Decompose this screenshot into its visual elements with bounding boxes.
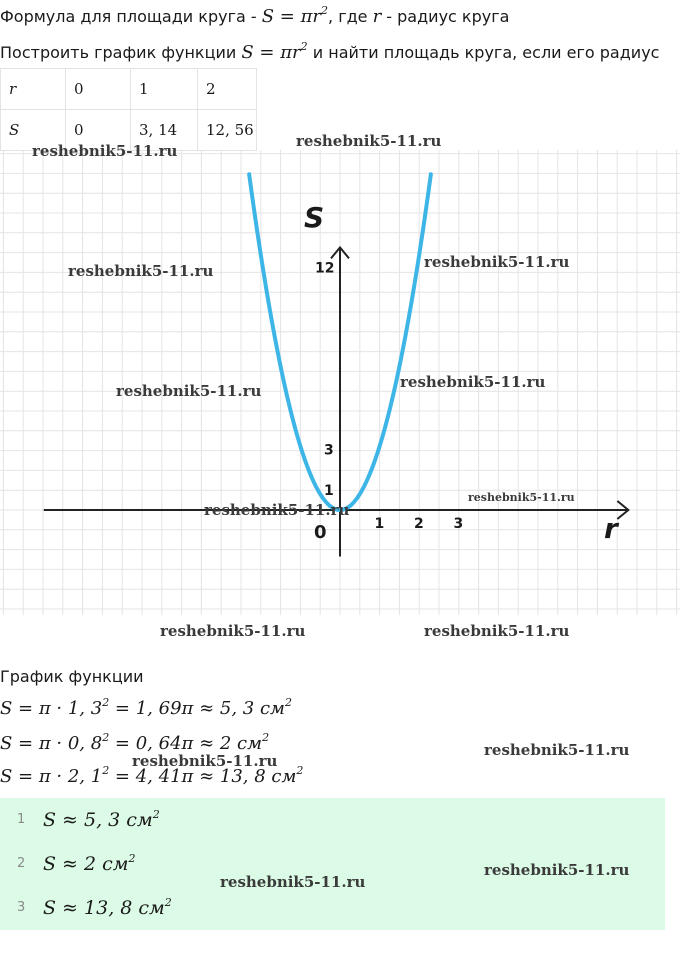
area-formula: $S = \pi r^2$: [261, 4, 329, 27]
formula-line-text-mid: , где: [328, 7, 373, 26]
watermark: reshebnik5-11.ru: [424, 622, 570, 640]
function-graph: [0, 150, 680, 615]
watermark: reshebnik5-11.ru: [160, 622, 306, 640]
graph-caption: График функции: [0, 667, 144, 686]
table-row: [1, 69, 257, 110]
values-table: [0, 68, 257, 151]
watermark: reshebnik5-11.ru: [484, 741, 630, 759]
task-line: [0, 40, 660, 63]
answer-value: S ≈ 5, 3 $см^2$: [43, 808, 160, 831]
watermark: reshebnik5-11.ru: [220, 873, 366, 891]
formula-line-text-end: - радиус круга: [381, 7, 510, 26]
result-line-1: S = π · 1, $3^2 = 1$, 69π ≈ 5, 3 $см^2$: [0, 696, 292, 719]
task-line-text-end: и найти площадь круга, если его радиус: [307, 43, 660, 62]
task-line-text: Построить график функции: [0, 43, 242, 62]
watermark: reshebnik5-11.ru: [424, 253, 570, 271]
watermark: reshebnik5-11.ru: [468, 491, 575, 504]
formula-line-text: Формула для площади круга -: [0, 7, 262, 26]
watermark: reshebnik5-11.ru: [204, 501, 350, 519]
answer-number: 1: [17, 812, 26, 827]
watermark: reshebnik5-11.ru: [132, 752, 278, 770]
y-tick-label: 12: [315, 260, 335, 277]
answer-value: S ≈ 13, 8 $см^2$: [43, 896, 172, 919]
x-tick-label: 3: [453, 516, 464, 532]
watermark: reshebnik5-11.ru: [296, 132, 442, 150]
answer-number: 3: [17, 900, 26, 915]
table-cell: 1: [131, 69, 198, 110]
table-cell: r: [1, 69, 66, 110]
table-cell: 3, 14: [131, 110, 198, 151]
radius-variable: r: [372, 6, 382, 27]
watermark: reshebnik5-11.ru: [68, 262, 214, 280]
table-cell: 0: [66, 69, 131, 110]
table-cell: 12, 56: [198, 110, 257, 151]
answer-number: 2: [17, 856, 26, 871]
answer-value: S ≈ 2 $см^2$: [43, 852, 136, 875]
watermark: reshebnik5-11.ru: [484, 861, 630, 879]
table-cell: 2: [198, 69, 257, 110]
y-tick-label: 1: [324, 482, 334, 499]
origin-label: 0: [314, 522, 327, 543]
table-cell: 0: [66, 110, 131, 151]
watermark: reshebnik5-11.ru: [32, 142, 178, 160]
formula-line: [0, 4, 510, 27]
watermark: reshebnik5-11.ru: [116, 382, 262, 400]
x-tick-label: 2: [414, 516, 424, 532]
task-formula: $S = \pi r^2$: [241, 40, 308, 63]
result-line-3: S = π · 2, $1^2 = 4$, 41π ≈ 13, 8 $см^2$: [0, 764, 304, 787]
table-cell: S: [1, 110, 66, 151]
y-tick-label: 3: [324, 442, 334, 459]
x-tick-label: 1: [374, 516, 385, 532]
watermark: reshebnik5-11.ru: [400, 373, 546, 391]
result-line-2: S = π · 0, $8^2 = 0$, 64π ≈ 2 $см^2$: [0, 731, 270, 754]
y-axis-label: S: [304, 201, 325, 234]
x-axis-label: r: [604, 512, 618, 545]
